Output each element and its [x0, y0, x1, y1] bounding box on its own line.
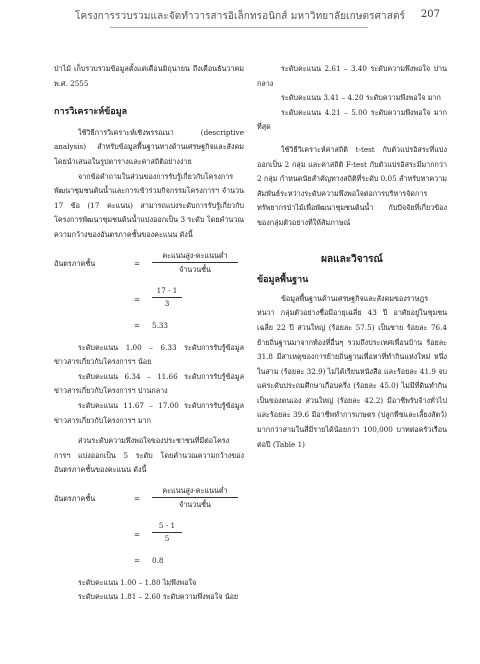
calc-numerator: 17 - 1 [152, 285, 182, 298]
calc-equals: = [134, 294, 141, 304]
journal-title: โครงการรวบรวมและจัดทำวารสารอิเล็กทรอนิกส์ มหาวิทยาลัยเกษตรศาสตร์ [74, 11, 406, 22]
result-value: 0.8 [152, 555, 164, 565]
class-interval-formula-2 [54, 484, 244, 518]
result-value: 5.33 [152, 320, 169, 330]
formula-fraction [152, 249, 238, 276]
result-equals: = [134, 320, 141, 330]
result-equals: = [134, 555, 141, 565]
spacer [257, 135, 447, 143]
basic-data-heading: ข้อมูลพื้นฐาน [257, 275, 309, 286]
left-column [54, 62, 244, 605]
analysis-paragraph-1: ใช้วิธีการวิเคราะห์เชิงพรรณนา (descriptive analysis) สำหรับข้อมูลพื้นฐานทางด้านเศรษฐกิจและสังคม โดยนำเสนอในรูปตารางและค่าสถิติอย่างง่าย [54, 127, 244, 166]
analysis-heading: การวิเคราะห์ข้อมูล [54, 107, 128, 118]
formula-denominator: จำนวนชั้น [179, 264, 211, 274]
formula-numerator: คะแนนสูง-คะแนนต่ำ [152, 484, 238, 498]
calc-numerator: 5 - 1 [152, 520, 182, 533]
formula-equals: = [134, 258, 141, 268]
formula-fraction [152, 484, 238, 511]
level-item: ระดับคะแนน 3.41 – 4.20 ระดับความพึงพอใจ มาก [281, 93, 441, 103]
formula-result-2 [54, 554, 244, 572]
formula-numerator: คะแนนสูง-คะแนนต่ำ [152, 249, 238, 263]
formula-calculation-2 [54, 518, 244, 554]
calc-fraction [152, 520, 182, 545]
header-rule [110, 27, 368, 28]
class-interval-formula-1 [54, 249, 244, 283]
level-item: ระดับคะแนน 2.61 – 3.40 ระดับความพึงพอใจ ปานกลาง [257, 64, 447, 88]
analysis-paragraph-2: จากข้อคำถามในส่วนของการรับรู้เกี่ยวกับโครงการพัฒนาชุมชนต้นน้ำและการเข้าร่วมกิจกรรมโครงการฯ จำนวน 17 ข้อ (17 คะแนน) สามารถแบ่งระดับการรับรู้เกี่ยวกับโครงการพัฒนาชุมชนต้นน้ำแบ่งออกเป็น 3 ระดับ โดยคำนวณความกว้างของอันตรภาคชั้นของคะแนน ดังนี้ [54, 171, 244, 239]
page-number: 207 [420, 9, 440, 20]
formula-denominator: จำนวนชั้น [179, 499, 211, 509]
satisfaction-paragraph: ส่วนระดับความพึงพอใจของประชาชนที่มีต่อโครงการฯ แบ่งออกเป็น 5 ระดับ โดยคำนวณความกว้างของอันตรภาคชั้นของคะแนน ดังนี้ [54, 436, 244, 475]
calc-equals: = [134, 529, 141, 539]
level-item: ระดับคะแนน 4.21 – 5.00 ระดับความพึงพอใจ มากที่สุด [257, 107, 447, 132]
calc-denominator: 3 [164, 298, 170, 308]
formula-label: อันตรภาคชั้น [54, 258, 96, 268]
formula-result-1 [54, 319, 244, 337]
statistics-paragraph: ใช้วิธีวิเคราะห์ค่าสถิติ t-test กับตัวแปรอิสระที่แบ่งออกเป็น 2 กลุ่ม และค่าสถิติ F-test กับตัวแปรอิสระมีมากกว่า 2 กลุ่ม กำหนดนัยสำคัญทางสถิติที่ระดับ 0.05 สำหรับหาความสัมพันธ์ระหว่างระดับความพึงพอใจต่อการบริหารจัดการทรัพยากรป่าไม้เพื่อพัฒนาชุมชนต้นน้ำ กับปัจจัยที่เกี่ยวข้องของกลุ่มตัวอย่างที่ให้สัมภาษณ์ [257, 144, 447, 227]
level-item: ระดับคะแนน 11.67 – 17.00 ระดับการรับรู้ข้อมูลข่าวสารเกี่ยวกับโครงการฯ มาก [54, 400, 244, 425]
calc-fraction [152, 285, 182, 310]
intro-paragraph: ป่าไม้ เก็บรวบรวมข้อมูลตั้งแต่เดือนมิถุนายน ถึงเดือนธันวาคม พ.ศ. 2555 [54, 64, 244, 88]
level-item: ระดับคะแนน 6.34 – 11.66 ระดับการรับรู้ข้อมูลข่าวสารเกี่ยวกับโครงการฯ ปานกลาง [54, 371, 244, 396]
right-column [257, 62, 447, 452]
formula-calculation-1 [54, 283, 244, 319]
formula-equals: = [134, 493, 141, 503]
basic-data-paragraph: ข้อมูลพื้นฐานด้านเศรษฐกิจและสังคมของราษฎร หนวา กลุ่มตัวอย่างชื่อมีอายุเฉลี่ย 43 ปี อาศัยอยู่ในชุมชนเฉลี่ย 22 ปี ส่วนใหญ่ (ร้อยละ 57.5) เป็นชาย ร้อยละ 76.4 ย้ายถิ่นฐานมาจากท้องที่อื่นๆ รวมถึงประเทศเพื่อนบ้าน ร้อยละ 31.8 มีสาเหตุของการย้ายถิ่นฐานเพื่อหาที่ทำกินแห่งใหม่ หนึ่งในสาม (ร้อยละ 32.9) ไม่ได้เรียนหนังสือ และร้อยละ 41.9 จบแค่ระดับประถมศึกษาเกือบครึ่ง (ร้อยละ 45.0) ไม่มีที่ดินทำกินเป็นของตนเอง ส่วนใหญ่ (ร้อยละ 42.2) มีอาชีพรับจ้างทั่วไป และร้อยละ 39.6 มีอาชีพทำการเกษตร (ปลูกพืชและเลี้ยงสัตว์) มากกว่าสามในสี่มีรายได้น้อยกว่า 100,000 บาทต่อครัวเรือนต่อปี (Table 1) [257, 293, 447, 449]
level-item: ระดับคะแนน 1.00 – 1.80 ไม่พึงพอใจ [78, 577, 197, 587]
calc-denominator: 5 [164, 533, 170, 543]
level-item: ระดับคะแนน 1.81 – 2.60 ระดับความพึงพอใจ น้อย [78, 592, 239, 602]
formula-label: อันตรภาคชั้น [54, 493, 96, 503]
results-heading: ผลและวิจารณ์ [321, 253, 383, 265]
level-item: ระดับคะแนน 1.00 – 6.33 ระดับการรับรู้ข้อมูลข่าวสารเกี่ยวกับโครงการฯ น้อย [54, 342, 244, 367]
page-header [0, 9, 480, 29]
